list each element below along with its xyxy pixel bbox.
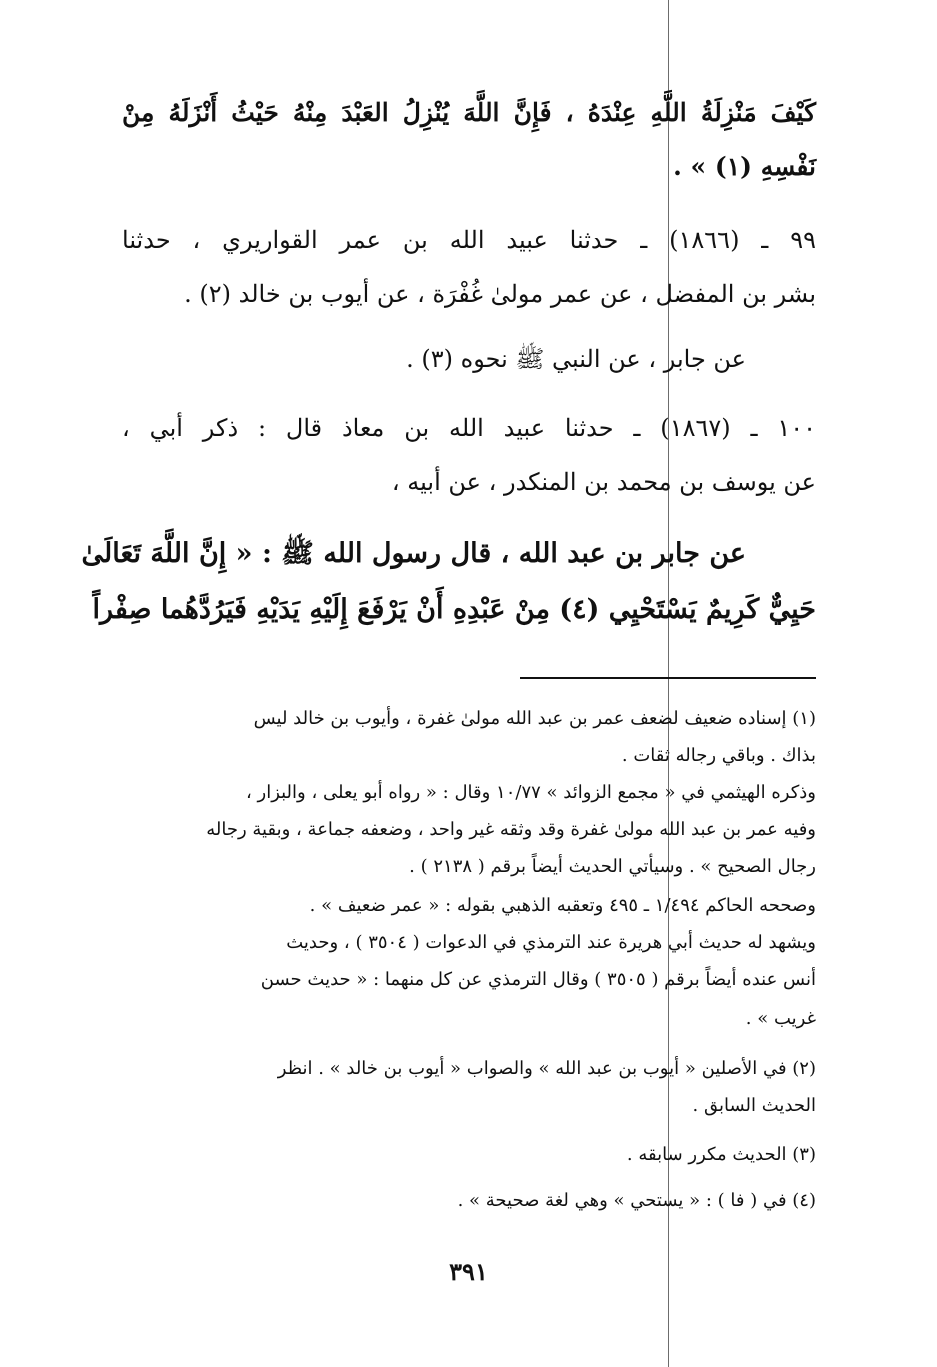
text-line: بشر بن المفضل ، عن عمر مولىٰ غُفْرَة ، عن أيوب بن خالد (٢) .	[184, 280, 816, 308]
footnote-line: وصححه الحاكم ١/٤٩٤ ـ ٤٩٥ وتعقبه الذهبي بقوله : « عمر ضعيف » .	[309, 895, 816, 916]
hadith-number-line: ١٠٠ ـ (١٨٦٧) ـ حدثنا عبيد الله بن معاذ قال : ذكر أبي ،	[122, 414, 817, 442]
text-line: عن يوسف بن محمد بن المنكدر ، عن أبيه ،	[391, 468, 816, 496]
text-line: نَفْسِهِ (١) » .	[673, 152, 816, 181]
text-line: كَيْفَ مَنْزِلَةُ اللَّهِ عِنْدَهُ ، فَإِنَّ اللَّهَ يُنْزِلُ العَبْدَ مِنْهُ حَيْثُ أَنْزَلَهُ مِنْ	[122, 98, 816, 127]
footnote-line: (٤) في ( فا ) : « يستحي » وهي لغة صحيحة » .	[457, 1190, 816, 1211]
footnote-line: ويشهد له حديث أبي هريرة عند الترمذي في الدعوات ( ٣٥٠٤ ) ، وحديث	[286, 932, 816, 953]
footnote-line: الحديث السابق .	[692, 1095, 816, 1116]
hadith-number-line: ٩٩ ـ (١٨٦٦) ـ حدثنا عبيد الله بن عمر القواريري ، حدثنا	[122, 226, 817, 254]
footnote-line: (٣) الحديث مكرر سابقه .	[626, 1144, 816, 1165]
text-line: عن جابر ، عن النبي ﷺ نحوه (٣) .	[406, 345, 746, 373]
text-line: حَيِيٌّ كَرِيمٌ يَسْتَحْيِي (٤) مِنْ عَبْدِهِ أَنْ يَرْفَعَ إِلَيْهِ يَدَيْهِ فَيَرُدَّهُما صِفْراً	[92, 594, 816, 625]
footnote-line: (٢) في الأصلين « أيوب بن عبد الله » والصواب « أيوب بن خالد » . انظر	[277, 1058, 816, 1079]
footnote-line: بذاك . وباقي رجاله ثقات .	[621, 745, 816, 766]
main-text	[81, 0, 817, 660]
footnote-line: أنس عنده أيضاً برقم ( ٣٥٠٥ ) وقال الترمذي عن كل منهما : « حديث حسن	[260, 969, 816, 990]
footnote-line: وذكره الهيثمي في « مجمع الزوائد » ١٠/٧٧ وقال : « رواه أبو يعلى ، والبزار ،	[245, 782, 816, 803]
page-number: ٣٩١	[449, 1257, 488, 1286]
text-line: عن جابر بن عبد الله ، قال رسول الله ﷺ : « إِنَّ اللَّهَ تَعَالَىٰ	[81, 538, 746, 569]
footnote-line: غريب » .	[745, 1008, 816, 1029]
footnote-divider	[520, 677, 816, 679]
footnote-line: (١) إسناده ضعيف لضعف عمر بن عبد الله مولىٰ غفرة ، وأيوب بن خالد ليس	[253, 708, 816, 729]
footnote-line: رجال الصحيح » . وسيأتي الحديث أيضاً برقم ( ٢١٣٨ ) .	[409, 856, 816, 877]
footnote-line: وفيه عمر بن عبد الله مولىٰ غفرة وقد وثقه غير واحد ، وضعفه جماعة ، وبقية رجاله	[206, 819, 816, 840]
